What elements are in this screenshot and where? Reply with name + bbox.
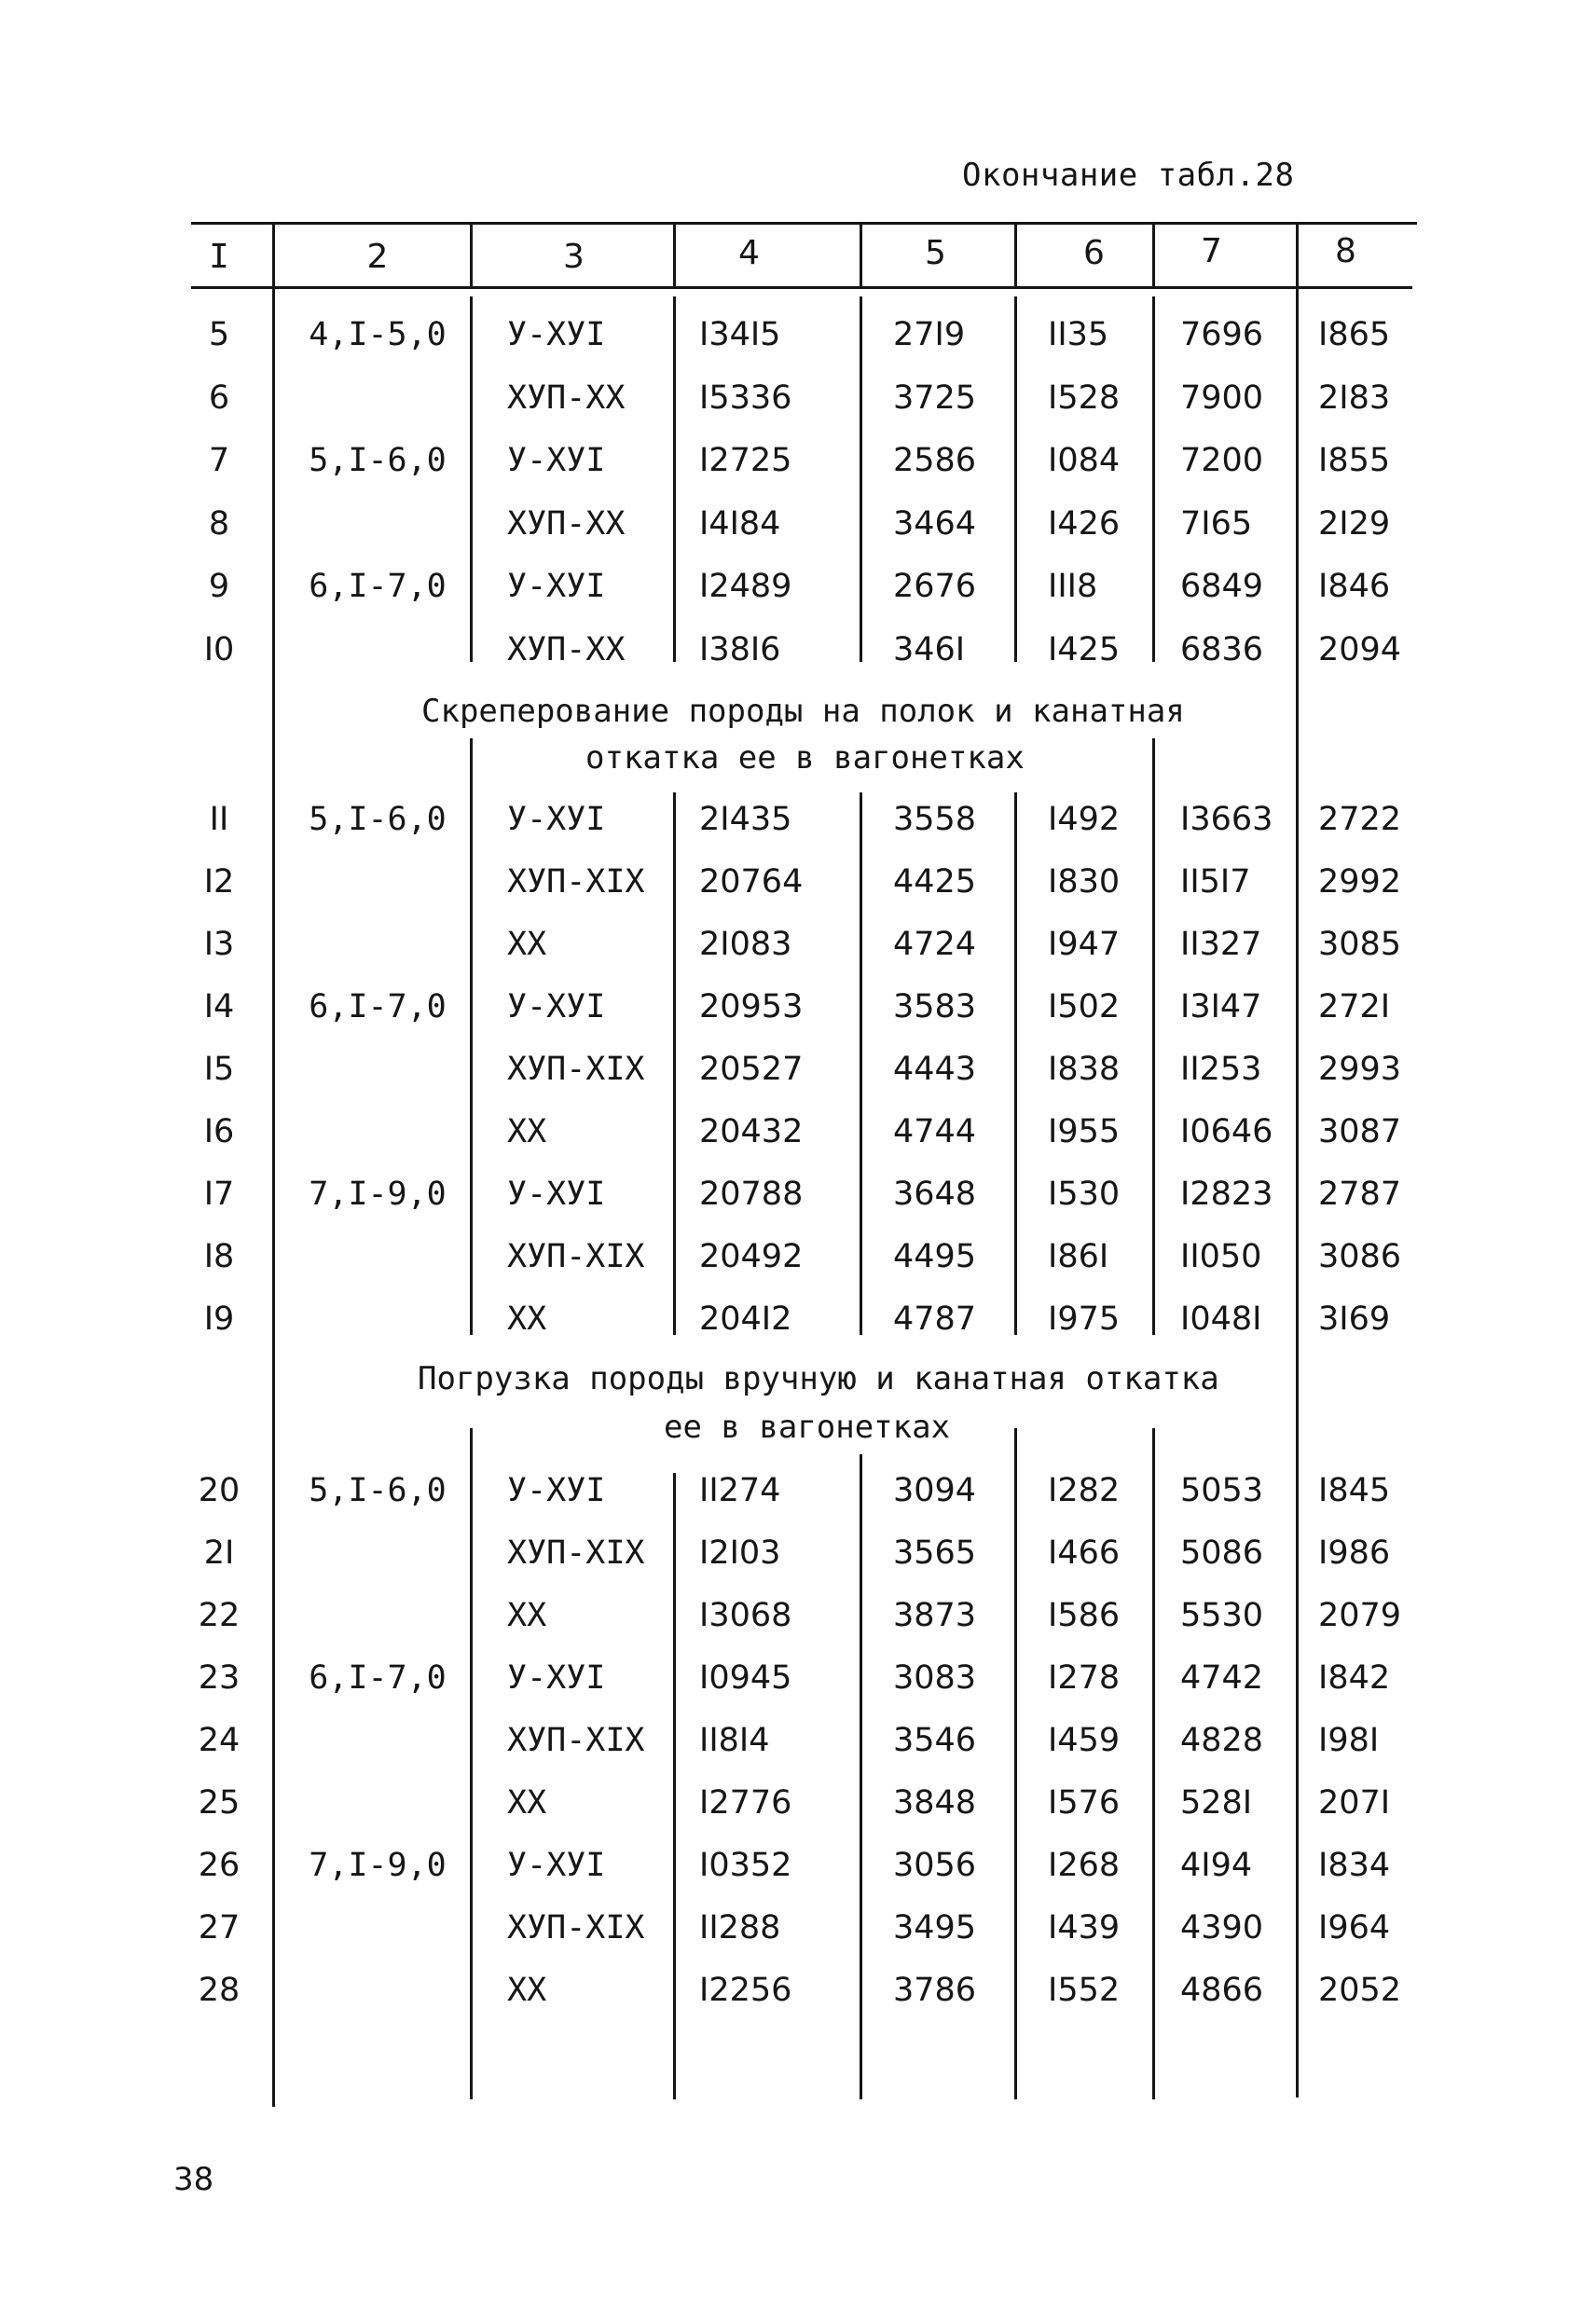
table-cell: 4744	[893, 1113, 977, 1150]
table-cell: I834	[1318, 1847, 1391, 1884]
table-cell: I2776	[699, 1784, 792, 1822]
column-divider-3-group3	[673, 1473, 676, 2099]
table-cell: 7I65	[1180, 505, 1253, 543]
table-cell: 4,I-5,0	[309, 316, 447, 353]
table-cell: 7900	[1180, 379, 1264, 417]
table-cell: II288	[699, 1909, 781, 1946]
table-cell: ХХ	[507, 1972, 547, 2009]
table-cell: II050	[1180, 1238, 1262, 1275]
table-cell: I964	[1318, 1909, 1391, 1946]
table-cell: I842	[1318, 1659, 1391, 1697]
column-divider-2-group3	[470, 1428, 473, 2099]
header-cell: 4	[738, 234, 760, 272]
table-cell: 3725	[893, 379, 977, 417]
table-cell: I048I	[1180, 1300, 1262, 1338]
column-divider-5-group3	[1014, 1428, 1017, 2099]
table-cell: I955	[1048, 1113, 1121, 1150]
table-cell: I2256	[699, 1972, 792, 2009]
table-cell: ХУП-ХХ	[507, 379, 626, 417]
table-cell: II35	[1048, 316, 1109, 353]
table-cell: 346I	[893, 631, 966, 668]
table-cell: 2993	[1318, 1051, 1402, 1088]
table-cell: I838	[1048, 1051, 1121, 1088]
column-divider-4-group3	[860, 1454, 862, 2099]
table-cell: 4495	[893, 1238, 977, 1275]
header-cell: 7	[1201, 232, 1222, 270]
table-cell: I586	[1048, 1597, 1121, 1634]
table-cell: 2I29	[1318, 505, 1391, 543]
column-divider-8	[1296, 224, 1299, 2098]
table-cell: I855	[1318, 442, 1391, 479]
table-cell: 7,I-9,0	[309, 1176, 447, 1213]
table-cell: I530	[1048, 1176, 1121, 1213]
table-cell: I947	[1048, 926, 1121, 963]
table-cell: 3087	[1318, 1113, 1402, 1150]
table-cell: 20432	[699, 1113, 804, 1150]
column-divider-2-header	[470, 224, 473, 289]
column-divider-1	[272, 224, 275, 2107]
header-cell: 5	[925, 234, 946, 272]
table-cell: II	[209, 801, 229, 838]
table-cell: У-ХУI	[507, 442, 606, 479]
table-cell: 204I2	[699, 1300, 792, 1338]
column-divider-5-group1	[1014, 296, 1017, 662]
table-cell: 5530	[1180, 1597, 1264, 1634]
table-cell: 9	[208, 568, 230, 605]
table-cell: 2094	[1318, 631, 1402, 668]
table-cell: 2I083	[699, 926, 792, 963]
table-cell: 3786	[893, 1972, 977, 2009]
table-cell: 3558	[893, 801, 977, 838]
table-cell: 5,I-6,0	[309, 1472, 447, 1509]
table-cell: 5,I-6,0	[309, 442, 447, 479]
table-cell: III8	[1048, 568, 1098, 605]
table-cell: 4787	[893, 1300, 977, 1338]
table-cell: 3583	[893, 988, 977, 1025]
table-cell: I6	[203, 1113, 235, 1150]
table-cell: II274	[699, 1472, 781, 1509]
table-cell: 2I435	[699, 801, 792, 838]
table-cell: 22	[198, 1597, 241, 1634]
table-cell: I528	[1048, 379, 1121, 417]
table-cell: У-ХУI	[507, 1659, 606, 1697]
column-divider-6-header	[1152, 224, 1155, 289]
table-cell: 8	[208, 505, 230, 543]
table-cell: I426	[1048, 505, 1121, 543]
table-cell: I38I6	[699, 631, 781, 668]
column-divider-6-group1	[1152, 296, 1155, 662]
table-cell: I439	[1048, 1909, 1121, 1946]
header-cell: I	[209, 238, 229, 276]
table-cell: 3094	[893, 1472, 977, 1509]
table-cell: 5	[208, 316, 230, 353]
table-cell: 2586	[893, 442, 977, 479]
table-cell: 3056	[893, 1847, 977, 1884]
table-cell: 3085	[1318, 926, 1402, 963]
table-cell: I830	[1048, 863, 1121, 901]
table-cell: I975	[1048, 1300, 1121, 1338]
table-cell: ХУП-ХIХ	[507, 1238, 645, 1275]
table-cell: I425	[1048, 631, 1121, 668]
table-cell: I5336	[699, 379, 792, 417]
table-cell: 2I83	[1318, 379, 1391, 417]
table-cell: ХУП-ХIХ	[507, 1909, 645, 1946]
table-cell: 2I	[203, 1534, 235, 1572]
table-cell: 23	[198, 1659, 241, 1697]
table-cell: I2489	[699, 568, 792, 605]
table-cell: I34I5	[699, 316, 781, 353]
table-cell: II5I7	[1180, 863, 1251, 901]
table-caption: Окончание табл.28	[962, 157, 1295, 194]
table-cell: 3565	[893, 1534, 977, 1572]
table-cell: 6	[208, 379, 230, 417]
table-cell: 6836	[1180, 631, 1264, 668]
table-cell: ХХ	[507, 926, 547, 963]
table-cell: ХУП-ХIХ	[507, 863, 645, 901]
table-cell: 7200	[1180, 442, 1264, 479]
column-divider-4-group2	[860, 792, 862, 1335]
table-cell: 27	[198, 1909, 241, 1946]
table-cell: I0945	[699, 1659, 792, 1697]
table-cell: I2	[203, 863, 235, 901]
header-cell: 8	[1335, 232, 1356, 270]
table-cell: I576	[1048, 1784, 1121, 1822]
table-cell: 207I	[1318, 1784, 1391, 1822]
section-title-line: Погрузка породы вручную и канатная откатка	[418, 1360, 1219, 1397]
table-cell: 20764	[699, 863, 804, 901]
table-cell: I5	[203, 1051, 235, 1088]
column-divider-4-group1	[860, 296, 862, 662]
table-cell: I86I	[1048, 1238, 1109, 1275]
table-cell: 20788	[699, 1176, 804, 1213]
table-cell: У-ХУI	[507, 316, 606, 353]
table-cell: I552	[1048, 1972, 1121, 2009]
table-cell: 7,I-9,0	[309, 1847, 447, 1884]
table-cell: I4I84	[699, 505, 781, 543]
section-title-line: Скреперование породы на полок и канатная	[421, 693, 1185, 730]
table-cell: 2787	[1318, 1176, 1402, 1213]
table-cell: I282	[1048, 1472, 1121, 1509]
table-cell: 2722	[1318, 801, 1402, 838]
table-cell: 4390	[1180, 1909, 1264, 1946]
table-cell: I986	[1318, 1534, 1391, 1572]
column-divider-5-header	[1014, 224, 1017, 289]
table-cell: У-ХУI	[507, 801, 606, 838]
table-cell: I8	[203, 1238, 235, 1275]
table-cell: 25	[198, 1784, 241, 1822]
table-cell: 3I69	[1318, 1300, 1391, 1338]
column-divider-3-header	[673, 224, 676, 289]
table-cell: I865	[1318, 316, 1391, 353]
table-cell: 3464	[893, 505, 977, 543]
table-cell: I502	[1048, 988, 1121, 1025]
table-cell: I2823	[1180, 1176, 1273, 1213]
table-cell: У-ХУI	[507, 1847, 606, 1884]
table-cell: У-ХУI	[507, 988, 606, 1025]
table-cell: I3068	[699, 1597, 792, 1634]
table-cell: 5053	[1180, 1472, 1264, 1509]
page-number: 38	[173, 2161, 214, 2198]
table-cell: У-ХУI	[507, 1176, 606, 1213]
table-cell: I084	[1048, 442, 1121, 479]
table-cell: ХУП-ХIХ	[507, 1722, 645, 1759]
table-cell: У-ХУI	[507, 1472, 606, 1509]
table-cell: 2676	[893, 568, 977, 605]
column-divider-3-group1	[673, 296, 676, 662]
table-cell: II253	[1180, 1051, 1262, 1088]
table-cell: 5,I-6,0	[309, 801, 447, 838]
table-cell: I459	[1048, 1722, 1121, 1759]
table-cell: I0646	[1180, 1113, 1273, 1150]
table-cell: 20953	[699, 988, 804, 1025]
table-cell: 20492	[699, 1238, 804, 1275]
table-cell: I98I	[1318, 1722, 1380, 1759]
table-cell: 3086	[1318, 1238, 1402, 1275]
table-cell: ХУП-ХХ	[507, 631, 626, 668]
table-cell: 4742	[1180, 1659, 1264, 1697]
table-cell: ХХ	[507, 1597, 547, 1634]
column-divider-2-group1	[470, 296, 473, 662]
table-cell: 3546	[893, 1722, 977, 1759]
table-cell: 26	[198, 1847, 241, 1884]
table-cell: 28	[198, 1972, 241, 2009]
section-title-line: откатка ее в вагонетках	[585, 739, 1025, 777]
table-cell: ХУП-ХХ	[507, 505, 626, 543]
table-cell: 5086	[1180, 1534, 1264, 1572]
table-cell: 4I94	[1180, 1847, 1253, 1884]
table-cell: I466	[1048, 1534, 1121, 1572]
table-cell: 7	[208, 442, 230, 479]
table-cell: 2052	[1318, 1972, 1402, 2009]
column-divider-6-group2	[1152, 738, 1155, 1335]
table-cell: 20	[198, 1472, 241, 1509]
column-divider-5-group2	[1014, 792, 1017, 1335]
table-cell: I2725	[699, 442, 792, 479]
header-cell: 2	[366, 238, 389, 276]
table-cell: 272I	[1318, 988, 1391, 1025]
table-cell: 4443	[893, 1051, 977, 1088]
table-cell: 6,I-7,0	[309, 988, 447, 1025]
column-divider-3-group2	[673, 792, 676, 1335]
table-cell: I7	[203, 1176, 235, 1213]
table-cell: ХУП-ХIХ	[507, 1051, 645, 1088]
table-cell: ХХ	[507, 1300, 547, 1338]
column-divider-2-group2	[470, 738, 473, 1335]
table-cell: 3873	[893, 1597, 977, 1634]
table-cell: I9	[203, 1300, 235, 1338]
header-cell: 6	[1083, 234, 1105, 272]
table-cell: ХУП-ХIХ	[507, 1534, 645, 1572]
table-cell: 20527	[699, 1051, 804, 1088]
table-cell: 4724	[893, 926, 977, 963]
table-cell: I3	[203, 926, 235, 963]
table-cell: I0	[203, 631, 235, 668]
table-cell: 528I	[1180, 1784, 1253, 1822]
table-cell: 6,I-7,0	[309, 1659, 447, 1697]
table-cell: I846	[1318, 568, 1391, 605]
header-cell: 3	[563, 238, 585, 276]
table-cell: 3083	[893, 1659, 977, 1697]
table-cell: 4828	[1180, 1722, 1264, 1759]
table-cell: I4	[203, 988, 235, 1025]
table-cell: I278	[1048, 1659, 1121, 1697]
table-cell: I845	[1318, 1472, 1391, 1509]
table-cell: I3I47	[1180, 988, 1262, 1025]
table-cell: I2I03	[699, 1534, 781, 1572]
table-cell: 7696	[1180, 316, 1264, 353]
table-cell: 4866	[1180, 1972, 1264, 2009]
table-cell: 3848	[893, 1784, 977, 1822]
table-cell: У-ХУI	[507, 568, 606, 605]
table-cell: 2992	[1318, 863, 1402, 901]
table-cell: I3663	[1180, 801, 1273, 838]
table-cell: ХХ	[507, 1113, 547, 1150]
table-cell: II327	[1180, 926, 1262, 963]
table-cell: II8I4	[699, 1722, 770, 1759]
table-cell: 3495	[893, 1909, 977, 1946]
table-cell: ХХ	[507, 1784, 547, 1822]
column-divider-6-group3	[1152, 1428, 1155, 2099]
header-top-rule	[191, 222, 1417, 225]
table-cell: 6,I-7,0	[309, 568, 447, 605]
table-cell: 6849	[1180, 568, 1264, 605]
header-bottom-rule	[191, 286, 1412, 289]
table-cell: I268	[1048, 1847, 1121, 1884]
section-title-line: ее в вагонетках	[664, 1409, 951, 1446]
table-cell: I492	[1048, 801, 1121, 838]
table-cell: I0352	[699, 1847, 792, 1884]
table-cell: 24	[198, 1722, 241, 1759]
column-divider-4-header	[860, 224, 862, 289]
table-cell: 27I9	[893, 316, 966, 353]
table-cell: 4425	[893, 863, 977, 901]
table-cell: 2079	[1318, 1597, 1402, 1634]
table-cell: 3648	[893, 1176, 977, 1213]
